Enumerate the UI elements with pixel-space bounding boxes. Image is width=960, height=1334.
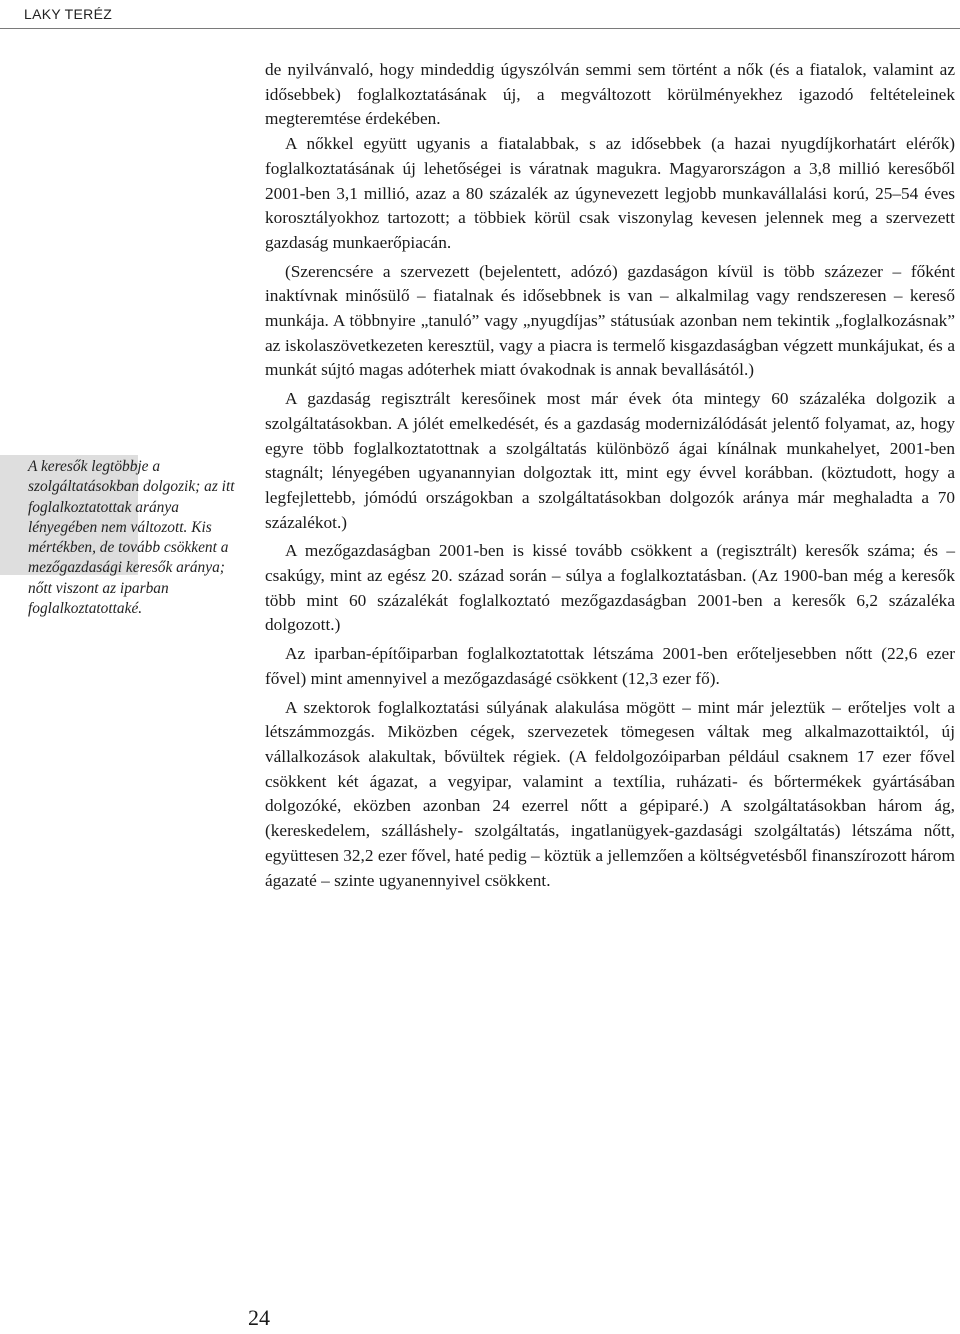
paragraph-3: (Szerencsére a szervezett (bejelentett, adózó) gazdaságon kívül is több százezer – főként inaktívnak minősülő – fiatalnak és idősebbnek is van – alkalmilag vagy rendszeresen – kereső munkája. A többnyire „tanuló” vagy „nyugdíjas” státusúak azonban nem tekintik „foglalkozásnak” az iskolaszövetkezeten keresztül, vagy a piacra is termelő kisgazdaságban végzett munkájukat, és a munkát sújtó magas adóterhek miatt óvakodnak is annak bevallásától.) (265, 261, 955, 380)
main-text (265, 58, 955, 893)
running-head: LAKY TERÉZ (24, 6, 113, 22)
paragraph-6: Az iparban-építőiparban foglalkoztatottak létszáma 2001-ben erőteljesebben nőtt (22,6 ezer fővel) mint amennyivel a mezőgazdaságé csökkent (12,3 ezer fő). (265, 644, 955, 688)
page-number: 24 (248, 1305, 270, 1330)
paragraph-2: A nőkkel együtt ugyanis a fiatalabbak, s az idősebbek (a hazai nyugdíjkorhatárt elérők) foglalkoztatásának új lehetőségei is váratnak magukra. Magyarországon a 3,8 millió keresőből 2001-ben 3,1 millió, azaz a 80 százalék az úgynevezett legjobb munkavállalási korú, 25–54 éves korosztályokhoz tartozott; a többiek körül csak viszonylag kevesen jelennek meg a szervezett gazdaság munkaerőpiacán. (265, 134, 955, 252)
header-rule (0, 28, 960, 29)
paragraph-5: A mezőgazdaságban 2001-ben is kissé tovább csökkent a (regisztrált) keresők száma; és – csakúgy, mint az egész 20. század során – súlya a foglalkoztatásban. (Az 1900-ban még a keresők több mint 60 százalékát foglalkoztató mezőgazdaságban 2001-ben a keresők 6,2 százaléka dolgozott.) (265, 541, 955, 635)
paragraph-1: de nyilvánvaló, hogy mindeddig úgyszólván semmi sem történt a nők (és a fiatalok, valamint az idősebbek) foglalkoztatásának új, a megváltozott körülményekhez igazodó feltételeinek megteremtése érdekében. (265, 60, 955, 129)
sidebar-pull-quote: A keresők legtöbbje a szolgáltatásokban dolgozik; az itt foglalkoztatottak aránya lényegében nem változott. Kis mértékben, de tovább csökkent a mezőgazdasági keresők aránya; nőtt viszont az iparban foglalkoztatottaké. (28, 458, 235, 618)
paragraph-7: A szektorok foglalkoztatási súlyának alakulása mögött – mint már jeleztük – erőteljes volt a létszámmozgás. Miközben cégek, szervezetek tömegesen váltak meg alkalmazottaiktól, új vállalkozások alakultak, bővültek régiek. (A feldolgozóiparban például csaknem 17 ezer fővel csökkent két ágazat, a vegyipar, valamint a textília, ruházati- és bőrtermékek gyártásában dolgozóké, eközben azonban 24 ezerrel nőtt a gépiparé.) A szolgáltatásokban három ág, (kereskedelem, szálláshely- szolgáltatás, ingatlanügyek-gazdasági szolgáltatás) létszáma nőtt, együttesen 32,2 ezer fővel, haté pedig – köztük a jellemzően a költségvetésből finanszírozott három ágazaté – szinte ugyanennyivel csökkent. (265, 697, 955, 890)
paragraph-4: A gazdaság regisztrált keresőinek most már évek óta mintegy 60 százaléka dolgozik a szolgáltatásokban. A jólét emelkedését, és a gazdaság modernizálódását jelentő folyamat, az, hogy egyre több foglalkoztatottnak a szolgáltatás különböző ágai kínálnak munkahelyet, 2001-ben stagnált; lényegében ugyanannyian dolgoztak itt, mint egy évvel korábban. (köztudott, hogy a legfejlettebb, jómódú országokban a szolgáltatásokban dolgozók aránya már meghaladta a 70 százalékot.) (265, 389, 955, 532)
